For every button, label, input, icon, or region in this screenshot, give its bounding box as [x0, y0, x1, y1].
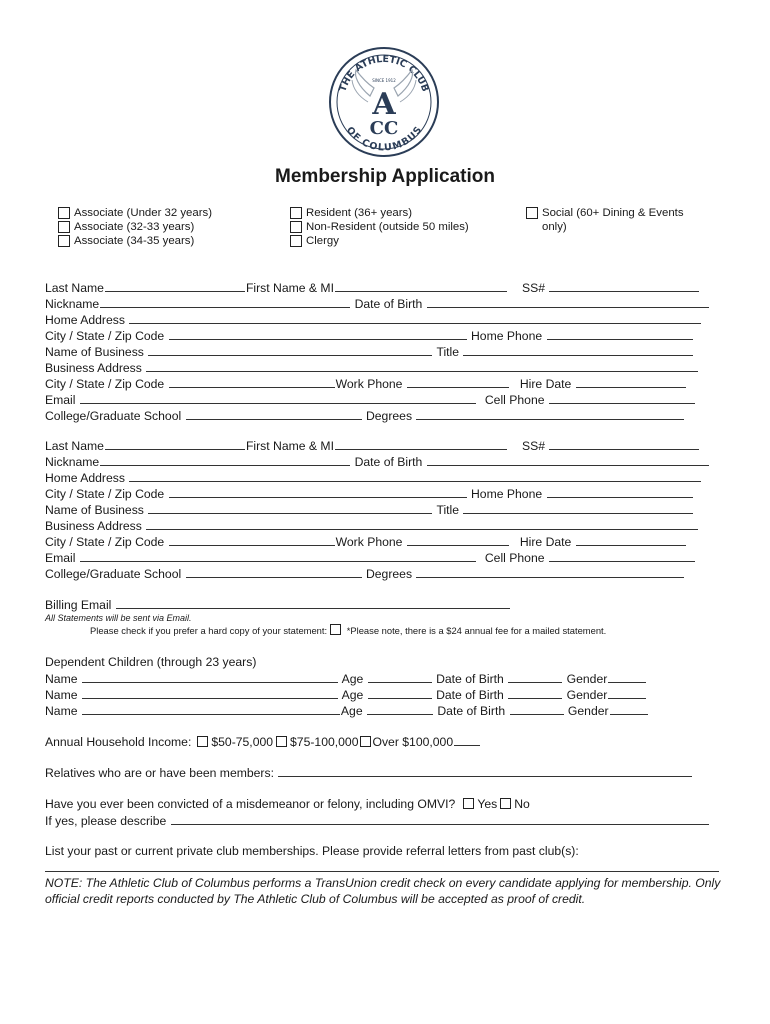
- row-city-1: City / State / Zip Code Home Phone: [45, 327, 694, 343]
- row-home-address-1: Home Address: [45, 311, 702, 327]
- row-work-1: City / State / Zip Code Work Phone Hire Date: [45, 375, 687, 391]
- ss-field[interactable]: [549, 279, 699, 292]
- ss-field[interactable]: [549, 437, 699, 450]
- dependents-heading: Dependent Children (through 23 years): [45, 655, 257, 669]
- row-business-2: Name of Business Title: [45, 501, 694, 517]
- college-field[interactable]: [186, 407, 362, 420]
- row-billing-email: Billing Email: [45, 596, 511, 612]
- title-field[interactable]: [463, 343, 693, 356]
- income-blank: [454, 733, 480, 746]
- row-nickname-2: Nickname Date of Birth: [45, 453, 710, 469]
- city-state-zip-field[interactable]: [169, 533, 335, 546]
- checkbox[interactable]: [526, 207, 538, 219]
- business-name-field[interactable]: [148, 501, 432, 514]
- last-name-field[interactable]: [105, 279, 245, 292]
- degrees-field[interactable]: [416, 565, 684, 578]
- dependent-dob-field[interactable]: [508, 686, 562, 699]
- row-home-address-2: Home Address: [45, 469, 702, 485]
- income-50-75-checkbox[interactable]: [197, 736, 208, 747]
- club-logo: [328, 46, 440, 158]
- dependent-age-field[interactable]: [368, 670, 432, 683]
- city-state-zip-field[interactable]: [169, 327, 467, 340]
- hard-copy-row: Please check if you prefer a hard copy of your statement: *Please note, there is a $24 annual fee for a mailed statement.: [90, 625, 607, 636]
- row-work-2: City / State / Zip Code Work Phone Hire Date: [45, 533, 687, 549]
- option-non-resident[interactable]: Non-Resident (outside 50 miles): [290, 220, 469, 234]
- title-field[interactable]: [463, 501, 693, 514]
- row-name-2: Last Name First Name & MI SS#: [45, 437, 700, 453]
- logo-monogram-cc: CC: [369, 118, 399, 139]
- work-phone-field[interactable]: [407, 375, 509, 388]
- business-address-field[interactable]: [146, 517, 698, 530]
- city-state-zip-field[interactable]: [169, 375, 335, 388]
- row-nickname-1: Nickname Date of Birth: [45, 295, 710, 311]
- relatives-field[interactable]: [278, 764, 692, 777]
- checkbox[interactable]: [290, 207, 302, 219]
- conviction-no-checkbox[interactable]: [500, 798, 511, 809]
- row-email-2: Email Cell Phone: [45, 549, 696, 565]
- clubs-row: List your past or current private club memberships. Please provide referral letters from past club(s):: [45, 844, 579, 858]
- dependent-row: Name Age Date of Birth Gender: [45, 670, 647, 686]
- row-college-2: College/Graduate School Degrees: [45, 565, 685, 581]
- checkbox[interactable]: [58, 207, 70, 219]
- option-clergy[interactable]: Clergy: [290, 234, 469, 248]
- logo-arc-text: THE ATHLETIC CLUB: [337, 53, 431, 94]
- membership-col-2: [290, 206, 469, 248]
- logo-monogram-a: A: [372, 87, 396, 122]
- checkbox[interactable]: [58, 235, 70, 247]
- row-college-1: College/Graduate School Degrees: [45, 407, 685, 423]
- dob-field[interactable]: [427, 453, 709, 466]
- nickname-field[interactable]: [100, 295, 350, 308]
- hard-copy-checkbox[interactable]: [330, 624, 341, 635]
- home-address-field[interactable]: [129, 469, 701, 482]
- conviction-row: Have you ever been convicted of a misdemeanor or felony, including OMVI? Yes No: [45, 797, 530, 811]
- hire-date-field[interactable]: [576, 375, 686, 388]
- option-associate-34-35[interactable]: Associate (34-35 years): [58, 234, 212, 248]
- dependent-row: Name Age Date of Birth Gender: [45, 702, 649, 718]
- dependent-gender-field[interactable]: [608, 670, 646, 683]
- business-address-field[interactable]: [146, 359, 698, 372]
- conviction-yes-checkbox[interactable]: [463, 798, 474, 809]
- billing-email-field[interactable]: [116, 596, 510, 609]
- credit-check-note: NOTE: The Athletic Club of Columbus performs a TransUnion credit check on every candidate applying for membership. Only official credit reports conducted by The Athletic Club of Columbus will be accepted as proof of credit.: [45, 876, 721, 906]
- dependent-dob-field[interactable]: [508, 670, 562, 683]
- option-resident[interactable]: Resident (36+ years): [290, 206, 469, 220]
- billing-email-note: All Statements will be sent via Email.: [45, 613, 192, 623]
- hire-date-field[interactable]: [576, 533, 686, 546]
- home-phone-field[interactable]: [547, 485, 693, 498]
- city-state-zip-field[interactable]: [169, 485, 467, 498]
- income-row: Annual Household Income: $50-75,000 $75-100,000 Over $100,000: [45, 733, 481, 749]
- logo-bottom-text: OF COLUMBUS: [343, 124, 425, 154]
- dob-field[interactable]: [427, 295, 709, 308]
- dependent-name-field[interactable]: [82, 702, 340, 715]
- row-email-1: Email Cell Phone: [45, 391, 696, 407]
- email-field[interactable]: [80, 391, 476, 404]
- income-over-100-checkbox[interactable]: [360, 736, 371, 747]
- work-phone-field[interactable]: [407, 533, 509, 546]
- last-name-field[interactable]: [105, 437, 245, 450]
- dependent-name-field[interactable]: [82, 670, 338, 683]
- option-associate-under-32[interactable]: Associate (Under 32 years): [58, 206, 212, 220]
- first-name-field[interactable]: [335, 279, 507, 292]
- checkbox[interactable]: [290, 235, 302, 247]
- dependent-age-field[interactable]: [367, 702, 433, 715]
- home-address-field[interactable]: [129, 311, 701, 324]
- home-phone-field[interactable]: [547, 327, 693, 340]
- option-social[interactable]: Social (60+ Dining & Events only): [526, 206, 706, 234]
- row-business-1: Name of Business Title: [45, 343, 694, 359]
- cell-phone-field[interactable]: [549, 391, 695, 404]
- row-name-1: Last Name First Name & MI SS#: [45, 279, 700, 295]
- college-field[interactable]: [186, 565, 362, 578]
- logo-since-text: SINCE 1912: [372, 78, 396, 83]
- degrees-field[interactable]: [416, 407, 684, 420]
- first-name-field[interactable]: [335, 437, 507, 450]
- describe-row: If yes, please describe: [45, 812, 710, 828]
- dependent-age-field[interactable]: [368, 686, 432, 699]
- cell-phone-field[interactable]: [549, 549, 695, 562]
- relatives-row: Relatives who are or have been members:: [45, 764, 693, 780]
- row-business-address-1: Business Address: [45, 359, 699, 375]
- membership-col-3: [526, 206, 706, 234]
- membership-col-1: [58, 206, 212, 248]
- checkbox[interactable]: [58, 221, 70, 233]
- page-title: Membership Application: [275, 166, 495, 187]
- describe-field[interactable]: [171, 812, 709, 825]
- income-75-100-checkbox[interactable]: [276, 736, 287, 747]
- row-business-address-2: Business Address: [45, 517, 699, 533]
- business-name-field[interactable]: [148, 343, 432, 356]
- checkbox[interactable]: [290, 221, 302, 233]
- email-field[interactable]: [80, 549, 476, 562]
- clubs-field[interactable]: [45, 871, 719, 872]
- dependent-name-field[interactable]: [82, 686, 338, 699]
- dependent-row: Name Age Date of Birth Gender: [45, 686, 647, 702]
- dependent-gender-field[interactable]: [610, 702, 648, 715]
- row-city-2: City / State / Zip Code Home Phone: [45, 485, 694, 501]
- option-associate-32-33[interactable]: Associate (32-33 years): [58, 220, 212, 234]
- dependent-gender-field[interactable]: [608, 686, 646, 699]
- dependent-dob-field[interactable]: [510, 702, 564, 715]
- nickname-field[interactable]: [100, 453, 350, 466]
